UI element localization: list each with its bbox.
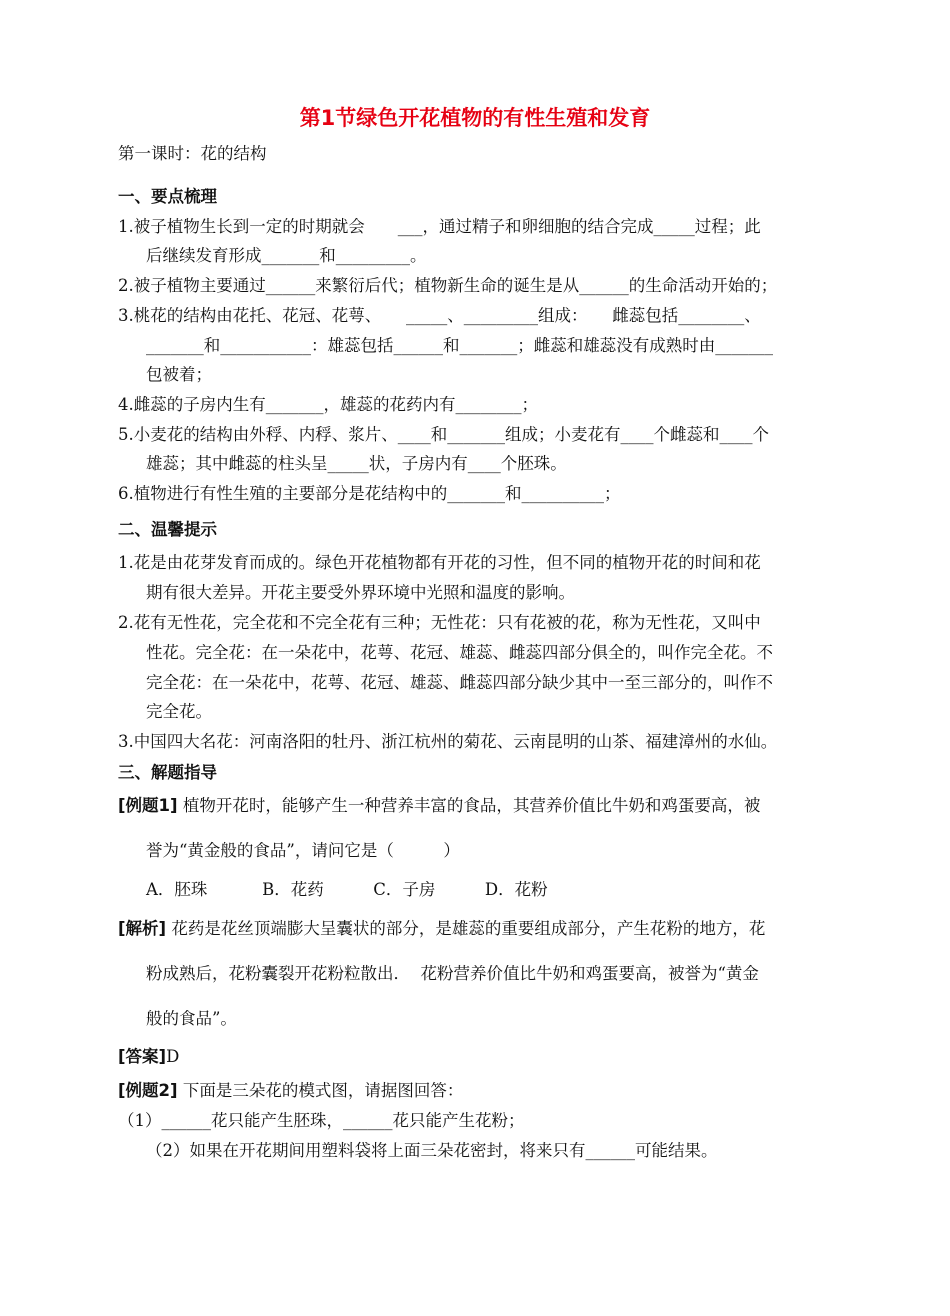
key-point-line: 5.小麦花的结构由外稃、内稃、浆片、____和_______组成；小麦花有____个雌蕊和____个 (118, 425, 769, 444)
key-point-line: 4.雌蕊的子房内生有_______，雄蕊的花药内有________； (118, 395, 538, 414)
analysis-tag: [解析] (118, 919, 167, 938)
answer-value: D (166, 1047, 180, 1066)
analysis-line-2: 粉成熟后，花粉囊裂开花粉粒散出． 花粉营养价值比牛奶和鸡蛋要高，被誉为“黄金 (146, 964, 759, 983)
answer-tag: [答案] (118, 1047, 167, 1066)
tip-line: 完全花。 (146, 702, 212, 721)
example-1-text: 植物开花时，能够产生一种营养丰富的食品，其营养价值比牛奶和鸡蛋要高，被 (177, 796, 761, 815)
section-heading-guidance: 三、解题指导 (118, 763, 217, 782)
tip-line: 期有很大差异。开花主要受外界环境中光照和温度的影响。 (146, 583, 575, 602)
key-point-line: 2.被子植物主要通过______来繁衍后代；植物新生命的诞生是从______的生命活动开始的； (118, 276, 778, 295)
example-2-tag: [例题2] (118, 1081, 178, 1100)
tip-line: 1.花是由花芽发育而成的。绿色开花植物都有开花的习性，但不同的植物开花的时间和花 (118, 553, 761, 572)
section-heading-tips: 二、温馨提示 (118, 520, 217, 539)
key-point-line: 1.被子植物生长到一定的时期就会 ___，通过精子和卵细胞的结合完成_____过程；此 (118, 217, 761, 236)
section-heading-key-points: 一、要点梳理 (118, 187, 217, 206)
tip-line: 3.中国四大名花：河南洛阳的牡丹、浙江杭州的菊花、云南昆明的山茶、福建漳州的水仙。 (118, 732, 778, 751)
example-2-line (118, 1080, 463, 1102)
key-point-line: 后继续发育形成_______和_________。 (146, 246, 427, 265)
example-2-question-2: （2）如果在开花期间用塑料袋将上面三朵花密封，将来只有______可能结果。 (146, 1141, 718, 1160)
example-2-question-1: （1）______花只能产生胚珠，______花只能产生花粉； (118, 1111, 525, 1130)
key-point-line: 包被着； (146, 365, 212, 384)
example-1-tag: [例题1] (118, 796, 178, 815)
example-1-options: A．胚珠 B．花药 C．子房 D．花粉 (146, 880, 548, 899)
analysis-text: 花药是花丝顶端膨大呈囊状的部分，是雄蕊的重要组成部分，产生花粉的地方，花 (166, 919, 766, 938)
analysis-line-3: 般的食品”。 (146, 1009, 237, 1028)
tip-line: 2.花有无性花，完全花和不完全花有三种；无性花：只有花被的花，称为无性花，又叫中 (118, 613, 761, 632)
key-point-line: 6.植物进行有性生殖的主要部分是花结构中的_______和__________； (118, 484, 621, 503)
page-title: 第1节绿色开花植物的有性生殖和发育 (299, 106, 651, 130)
answer-line (118, 1046, 179, 1068)
example-2-text: 下面是三朵花的模式图，请据图回答： (177, 1081, 464, 1100)
analysis-line (118, 918, 765, 940)
example-1-line (118, 795, 760, 817)
example-1-line-2: 誉为“黄金般的食品”，请问它是（ ） (146, 841, 460, 860)
page-subtitle: 第一课时：花的结构 (118, 144, 267, 163)
key-point-line: 3.桃花的结构由花托、花冠、花萼、 _____、_________组成： 雌蕊包括________、 (118, 306, 761, 325)
tip-line: 完全花：在一朵花中，花萼、花冠、雄蕊、雌蕊四部分缺少其中一至三部分的，叫作不 (146, 673, 773, 692)
key-point-line: 雄蕊；其中雌蕊的柱头呈_____状，子房内有____个胚珠。 (146, 454, 567, 473)
key-point-line: _______和___________：雄蕊包括______和_______；雌蕊和雄蕊没有成熟时由_______ (146, 336, 773, 355)
tip-line: 性花。完全花：在一朵花中，花萼、花冠、雄蕊、雌蕊四部分俱全的，叫作完全花。不 (146, 643, 773, 662)
